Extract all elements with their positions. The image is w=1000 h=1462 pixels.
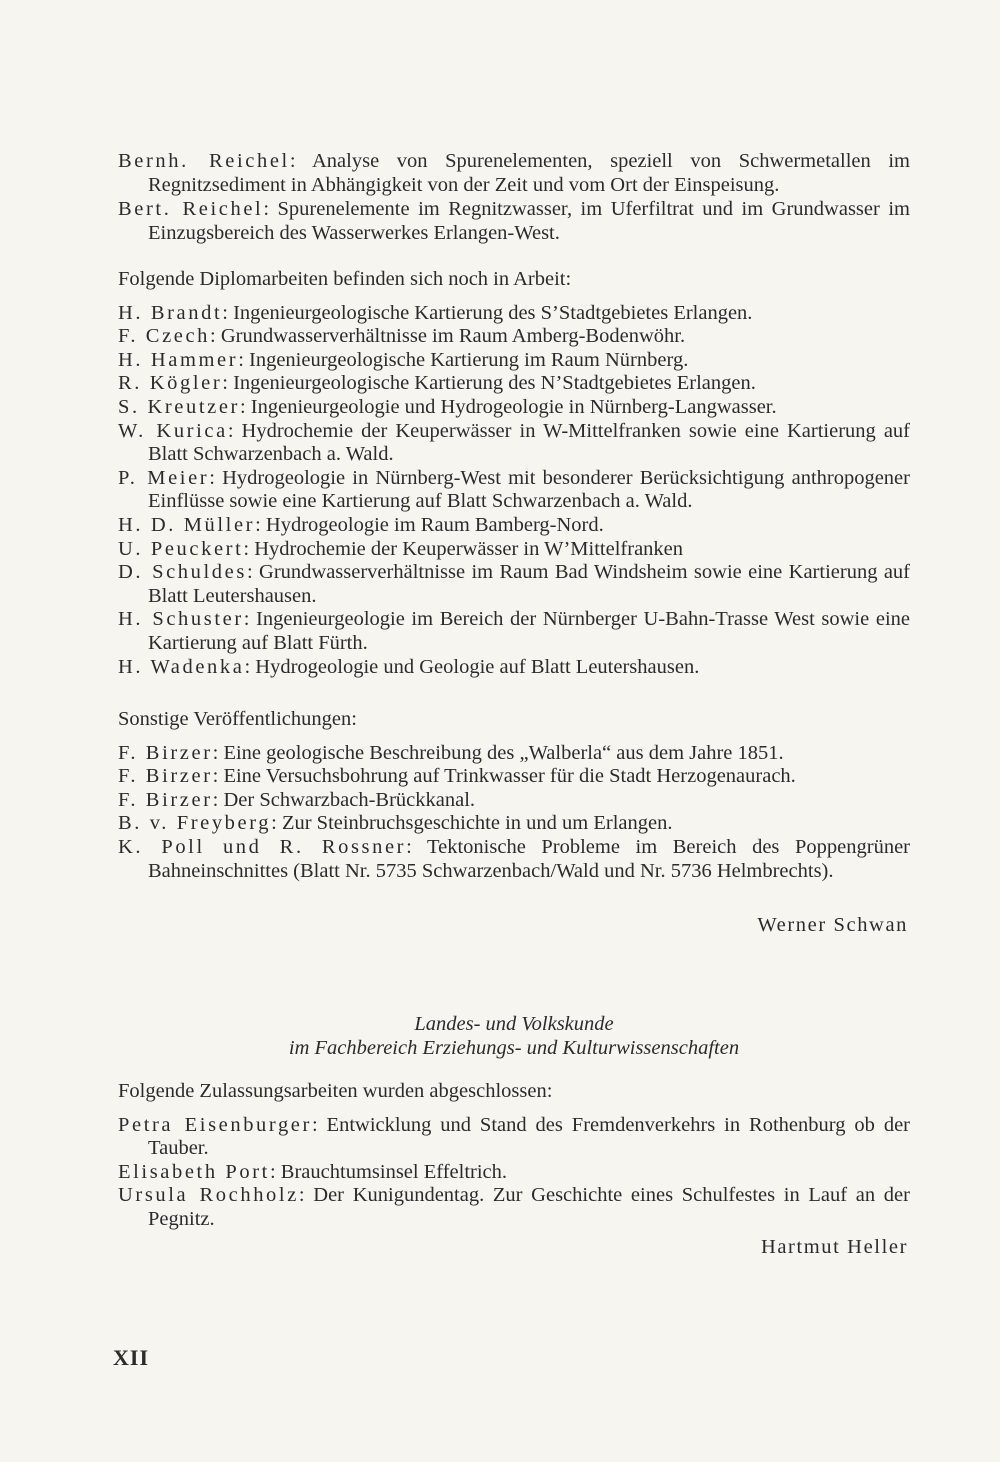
section-heading-title: Landes- und Volkskunde: [414, 1013, 614, 1035]
bibliography-entry: K. Poll und R. Rossner: Tektonische Probleme im Bereich des Poppengrüner Bahneinschnittes (Blatt Nr. 5735 Schwarzenbach/Wald und Nr. 5736 Helmbrechts).: [118, 835, 910, 882]
reichel-list: [118, 150, 910, 246]
diplom-section: [118, 268, 910, 679]
bibliography-entry: W. Kurica: Hydrochemie der Keuperwässer in W-Mittelfranken sowie eine Kartierung auf Blatt Schwarzenbach a. Wald.: [118, 419, 910, 466]
bibliography-entry: S. Kreutzer: Ingenieurgeologie und Hydrogeologie in Nürnberg-Langwasser.: [118, 395, 777, 418]
bibliography-entry: Ursula Rochholz: Der Kunigundentag. Zur Geschichte eines Schulfestes in Lauf an der Pegnitz.: [118, 1184, 910, 1230]
bibliography-entry: H. Brandt: Ingenieurgeologische Kartierung des S’Stadtgebietes Erlangen.: [118, 301, 753, 324]
bibliography-entry: F. Birzer: Eine geologische Beschreibung des „Walberla“ aus dem Jahre 1851.: [118, 741, 784, 764]
bibliography-entry: Petra Eisenburger: Entwicklung und Stand des Fremdenverkehrs in Rothenburg ob der Tauber.: [118, 1113, 911, 1160]
bibliography-entry: Elisabeth Port: Brauchtumsinsel Effeltrich.: [118, 1160, 508, 1183]
signature-hartmut-heller: Hartmut Heller: [760, 1236, 908, 1258]
section-heading-subtitle: im Fachbereich Erziehungs- und Kulturwissenschaften: [288, 1037, 740, 1059]
bibliography-entry: H. Wadenka: Hydrogeologie und Geologie auf Blatt Leutershausen.: [118, 655, 700, 678]
bibliography-entry: Bert. Reichel: Spurenelemente im Regnitzwasser, im Uferfiltrat und im Grundwasser im Einzugsbereich des Wasserwerkes Erlangen-West.: [118, 198, 910, 244]
bibliography-entry: B. v. Freyberg: Zur Steinbruchsgeschichte in und um Erlangen.: [118, 812, 673, 835]
bibliography-entry: Bernh. Reichel: Analyse von Spurenelementen, speziell von Schwermetallen im Regnitzsediment in Abhängigkeit von der Zeit und vom Ort der Einspeisung.: [118, 150, 910, 196]
signature-werner-schwan: Werner Schwan: [757, 914, 908, 936]
page-number: XII: [113, 1345, 150, 1370]
sonstige-section: [118, 708, 910, 883]
bibliography-entry: R. Kögler: Ingenieurgeologische Kartierung des N’Stadtgebietes Erlangen.: [118, 372, 756, 395]
bibliography-entry: H. Schuster: Ingenieurgeologie im Bereich der Nürnberger U-Bahn-Trasse West sowie eine Kartierung auf Blatt Fürth.: [118, 608, 910, 654]
bibliography-entry: F. Birzer: Der Schwarzbach-Brückkanal.: [118, 788, 476, 811]
bibliography-entry: P. Meier: Hydrogeologie in Nürnberg-West mit besonderer Berücksichtigung anthropogener Einflüsse sowie eine Kartierung auf Blatt Schwarzenbach a. Wald.: [118, 466, 910, 513]
bibliography-entry: F. Birzer: Eine Versuchsbohrung auf Trinkwasser für die Stadt Herzogenaurach.: [118, 765, 796, 788]
bibliography-entry: H. D. Müller: Hydrogeologie im Raum Bamberg-Nord.: [118, 513, 604, 536]
diplom-intro: Folgende Diplomarbeiten befinden sich noch in Arbeit:: [118, 268, 572, 290]
bibliography-entry: F. Czech: Grundwasserverhältnisse im Raum Amberg-Bodenwöhr.: [118, 325, 686, 348]
bibliography-entry: H. Hammer: Ingenieurgeologische Kartierung im Raum Nürnberg.: [118, 348, 689, 371]
bibliography-entry: U. Peuckert: Hydrochemie der Keuperwässer in W’Mittelfranken: [118, 537, 684, 560]
zulassung-section: [118, 1080, 910, 1232]
bibliography-entry: D. Schuldes: Grundwasserverhältnisse im Raum Bad Windsheim sowie eine Kartierung auf Blatt Leutershausen.: [118, 561, 910, 607]
sonstige-intro: Sonstige Veröffentlichungen:: [118, 708, 357, 730]
zulassung-intro: Folgende Zulassungsarbeiten wurden abgeschlossen:: [118, 1080, 553, 1102]
